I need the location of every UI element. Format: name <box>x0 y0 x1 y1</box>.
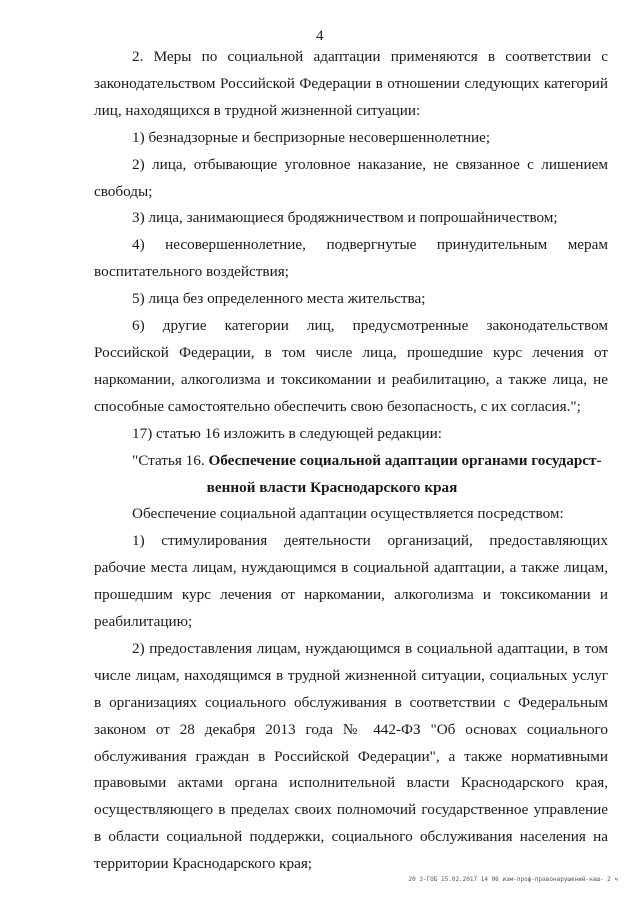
paragraph: 4) несовершеннолетние, подвергнутые принудительным мерам воспитательного воздействия; <box>94 236 608 281</box>
paragraph: 2. Меры по социальной адаптации применяются в соответствии с законодательством Российской Федерации в отношении следующих категорий лиц, находящихся в трудной жизненной ситуации: <box>94 48 608 119</box>
article-prefix: "Статья 16. <box>132 451 205 469</box>
page-number: 4 <box>316 28 324 44</box>
article-title-line2: венной власти Краснодарского края <box>206 478 458 496</box>
footer-file-path: 20 3-ГОБ 15.02.2017 14 06 изм-проф-правонарушений-наш- 2 ч <box>408 876 618 883</box>
paragraph: 17) статью 16 изложить в следующей редакции: <box>132 424 442 442</box>
paragraph: 3) лица, занимающиеся бродяжничеством и попрошайничеством; <box>132 209 558 227</box>
document-body <box>94 44 608 878</box>
paragraph: 5) лица без определенного места жительства; <box>132 290 426 308</box>
paragraph: 1) безнадзорные и беспризорные несовершеннолетние; <box>132 128 491 146</box>
article-title-line1: Обеспечение социальной адаптации органами государст- <box>208 451 602 469</box>
paragraph: 2) предоставления лицам, нуждающимся в социальной адаптации, в том числе лицам, находящимся в трудной жизненной ситуации, социальных услуг в организациях социального обслуживания в соответствии с Федеральным законом от 28 декабря 2013 года № 442-ФЗ "Об основах социального обслуживания граждан в Российской Федерации", а также нормативными правовыми актами органа исполнительной власти Краснодарского края, осуществляющего в пределах своих полномочий государственное управление в области социальной поддержки, социального обслуживания населения на территории Краснодарского края; <box>94 639 608 873</box>
paragraph: Обеспечение социальной адаптации осуществляется посредством: <box>132 505 564 523</box>
paragraph: 2) лица, отбывающие уголовное наказание, не связанное с лишением свободы; <box>94 155 608 200</box>
article-heading <box>94 448 608 502</box>
paragraph: 6) другие категории лиц, предусмотренные законодательством Российской Федерации, в том числе лица, прошедшие курс лечения от наркомании, алкоголизма и токсикомании и реабилитацию, а также лица, не способные самостоятельно обеспечить свою безопасность, с их согласия."; <box>94 317 608 415</box>
paragraph: 1) стимулирования деятельности организаций, предоставляющих рабочие места лицам, нуждающимся в социальной адаптации, а также лицам, прошедшим курс лечения от наркомании, алкоголизма и токсикомании и реабилитацию; <box>94 532 608 631</box>
